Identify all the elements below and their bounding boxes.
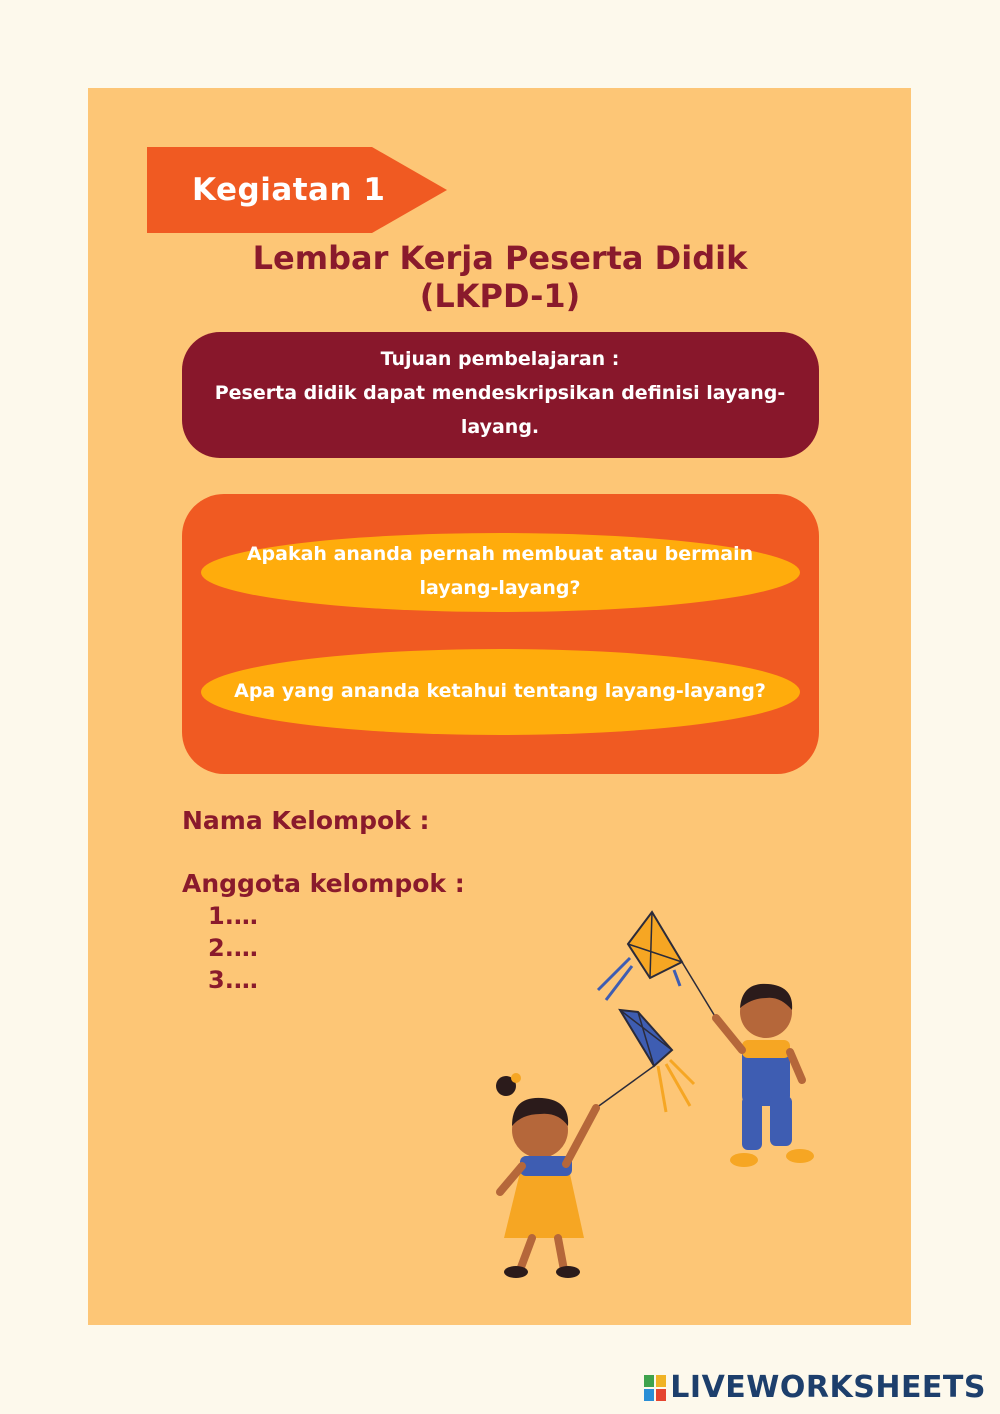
liveworksheets-logo-icon <box>644 1375 666 1401</box>
activity-tag-label: Kegiatan 1 <box>192 172 386 208</box>
kite-blue-icon <box>620 1010 694 1112</box>
objective-line2: layang. <box>460 416 540 438</box>
question-2-text: Apa yang ananda ketahui tentang layang-layang? <box>234 680 766 702</box>
group-members-label: Anggota kelompok : <box>182 869 465 898</box>
question-1-line1: Apakah ananda pernah membuat atau bermain <box>246 543 754 565</box>
member-3: 3.… <box>208 966 258 994</box>
member-1: 1.… <box>208 902 258 930</box>
member-2: 2.… <box>208 934 258 962</box>
page-title-line2: (LKPD-1) <box>419 277 581 315</box>
objective-line1: Peserta didik dapat mendeskripsikan definisi layang- <box>214 382 786 404</box>
liveworksheets-brand <box>644 1368 986 1408</box>
brand-text: LIVEWORKSHEETS <box>670 1370 986 1405</box>
question-1-line2: layang-layang? <box>419 577 581 599</box>
kids-flying-kites-illustration <box>480 900 840 1280</box>
objective-heading: Tujuan pembelajaran : <box>380 348 620 370</box>
page-title-line1: Lembar Kerja Peserta Didik <box>252 239 748 277</box>
boy-figure <box>716 984 814 1167</box>
group-name-label: Nama Kelompok : <box>182 806 430 835</box>
girl-figure <box>496 1073 596 1278</box>
kite-orange-icon <box>598 912 682 1000</box>
